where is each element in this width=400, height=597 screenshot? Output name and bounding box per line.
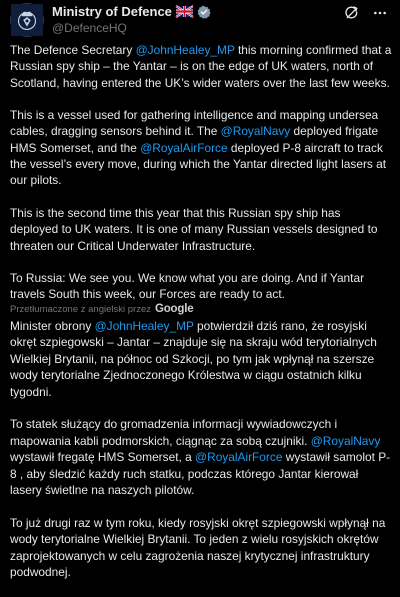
translated-text [10,318,392,597]
translated-paragraph: To już drugi raz w tym roku, kiedy rosyjski okręt szpiegowski wpłynął na wody terytorialne Wielkiej Brytanii. To jeden z wielu rosyjskich okrętów zaprojektowanych w celu zagrożenia naszej krytycznej infrastruktury podwodnej. [10,515,386,580]
grok-icon[interactable] [344,5,360,21]
tweet-paragraph [10,42,392,91]
text: wystawił fregatę HMS Somerset, a [10,450,196,465]
mod-crest-icon[interactable] [10,3,44,37]
text: To statek służący do gromadzenia informacji wywiadowczych i mapowania kabli podmorskich, ciągnąc za sobą czujniki. [10,417,338,448]
more-options-icon[interactable] [372,5,388,21]
header-actions [344,5,388,21]
mention-link[interactable]: @JohnHealey_MP [94,319,194,333]
text: deployed P-8 aircraft to track the vessel’s every move, during which the Yantar directed light lasers at our pilots. [10,140,387,188]
mention-link[interactable]: @RoyalNavy [220,124,291,139]
tweet-paragraph: This is the second time this year that this Russian spy ship has deployed to UK waters. It is one of many Russian vessels designed to threaten our Critical Underwater Infrastructure. [10,205,378,253]
mention-link[interactable]: @RoyalAirForce [195,450,283,465]
text: potwierdził dziś rano, że rosyjski okręt szpiegowski – Jantar – znajduje się na skraju wód terytorialnych Wielkiej Brytanii, na północ od Szkocji, po tym jak wpłynął na szersze wody terytorialne Zjednoczonego Królestwa w ciągu ostatnich kilku tygodni. [10,319,377,399]
tweet-paragraph [10,107,392,188]
tweet-paragraph: To Russia: We see you. We know what you are doing. And if Yantar travels South this week, our Forces are ready to act. [10,271,365,302]
text: This is a vessel used for gathering intelligence and mapping undersea cables, dragging sensors behind it. The [10,108,379,139]
author-handle[interactable]: @DefenceHQ [52,21,127,35]
mention-link[interactable]: @RoyalNavy [310,433,381,448]
uk-flag-icon [176,6,193,17]
translated-paragraph [10,318,392,400]
mention-link[interactable]: @RoyalAirForce [140,140,228,155]
text: Minister obrony [10,319,95,333]
translation-note[interactable] [10,303,193,315]
tweet-text [10,42,392,303]
verified-badge-icon [197,5,211,19]
translation-note-label: Przetłumaczone z angielski przez [10,303,151,315]
text: The Defence Secretary [10,43,136,57]
text: deployed frigate HMS Somerset, and the [10,124,379,155]
author-display-name[interactable]: Ministry of Defence [52,4,172,19]
text: this morning confirmed that a Russian spy ship – the Yantar – is on the edge of UK waters, north of Scotland, having entered the UK’s wider waters over the last few weeks. [10,43,392,90]
translated-paragraph [10,416,392,498]
tweet-header [10,0,390,42]
author-name-row [52,4,211,19]
google-logo: Google [154,303,194,315]
text: wystawił samolot P-8 , aby śledzić każdy ruch statku, podczas którego Jantar kierował lasery świetlne na naszych pilotów. [10,450,391,498]
mention-link[interactable]: @JohnHealey_MP [135,43,235,57]
